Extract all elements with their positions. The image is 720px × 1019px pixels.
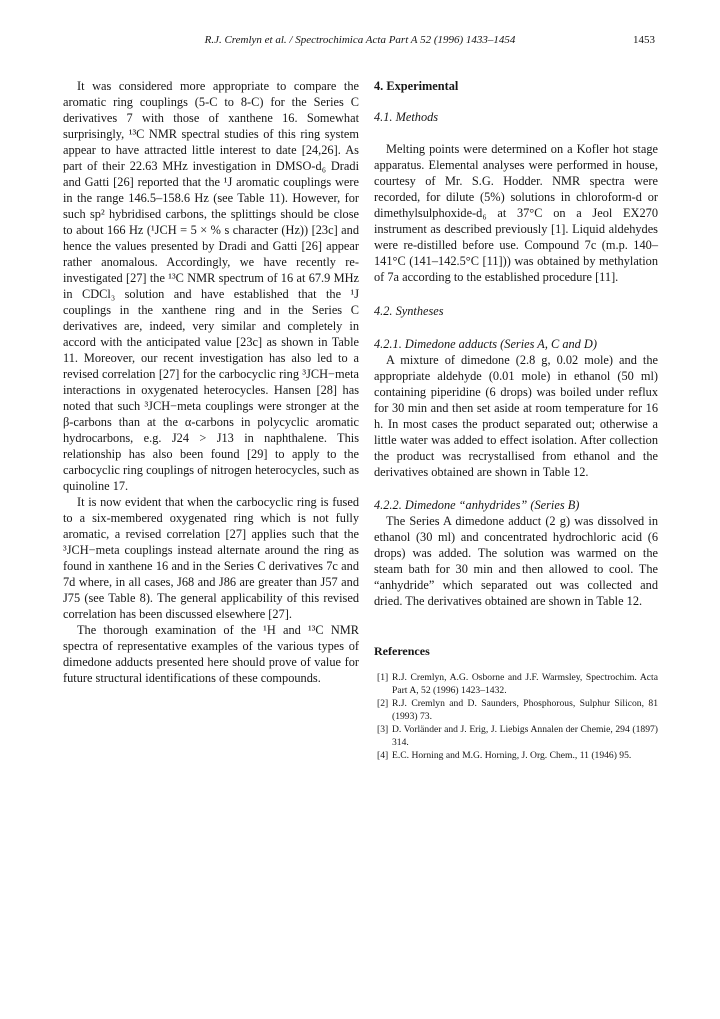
reference-number: [1] [377,672,389,683]
reference-number: [3] [377,724,389,735]
reference-text: D. Vorländer and J. Erig, J. Liebigs Annalen der Chemie, 294 (1897) 314. [392,724,658,748]
dimedone-adducts-paragraph: A mixture of dimedone (2.8 g, 0.02 mole) and the appropriate aldehyde (0.01 mole) in ethanol (50 ml) containing piperidine (6 drops) was boiled under reflux for 30 min and then set aside at room temperature for 16 h. In most cases the product separated out; otherwise a little water was added to effect isolation. After collection the product was recrystallised from ethanol and the derivatives obtained are shown in Table 12. [374,353,658,479]
running-head-title: R.J. Cremlyn et al. / Spectrochimica Acta Part A 52 (1996) 1433–1454 [204,34,516,46]
body-paragraph-3: The thorough examination of the ¹H and ¹³C NMR spectra of representative examples of the various types of dimedone adducts presented here should prove of value for future structural identifications of these compounds. [63,623,359,685]
references-heading: References [374,644,430,658]
dimedone-anhydrides-paragraph: The Series A dimedone adduct (2 g) was dissolved in ethanol (30 ml) and concentrated hydrochloric acid (6 drops) was added. The solution was warmed on the steam bath for 30 min and then allowed to cool. The “anhydride” which separated out was collected and dried. The derivatives obtained are shown in Table 12. [374,514,658,608]
reference-item [374,697,658,723]
reference-item [374,723,658,749]
reference-text: R.J. Cremlyn and D. Saunders, Phosphorous, Sulphur Silicon, 81 (1993) 73. [392,698,658,722]
reference-text: E.C. Horning and M.G. Horning, J. Org. Chem., 11 (1946) 95. [392,750,632,761]
reference-item [374,671,658,697]
body-paragraph-1: It was considered more appropriate to compare the aromatic ring couplings (5-C to 8-C) for the Series C derivatives 7 with those of xanthene 16. Somewhat surprisingly, ¹³C NMR spectral studies of this ring system appear to have attracted little interest to date [24,26]. As part of their 22.63 MHz investigation in DMSO-d₆ Dradi and Gatti [26] reported that the ¹J aromatic couplings were in the range 146.5–158.6 Hz (see Table 11). However, for such sp² hybridised carbons, the splittings should be close to about 166 Hz (¹JCH = 5 × % s character (Hz)) [23c] and hence the values presented by Dradi and Gatti [26] appear rather anomalous. Accordingly, we have recently re-investigated [27] the ¹³C NMR spectrum of 16 at 67.9 MHz in CDCl₃ solution and have established that the ¹J couplings in the xanthene ring and in the Series C derivatives are, indeed, very similar and completely in accord with the anticipated value [23c] as shown in Table 11. Moreover, our recent investigation has also led to a revised correlation [27] for the carbocyclic ring ³JCH−meta interactions in oxygenated heterocycles. Hansen [28] has noted that such ³JCH−meta couplings were stronger at the β-carbons than at the α-carbons in polycyclic aromatic hydrocarbons, e.g. J24 > J13 in naphthalene. This relationship has also been found [29] to apply to the carbocyclic ring couplings of nitrogen heterocycles, such as quinoline 17. [63,79,359,493]
page-number: 1453 [633,34,655,46]
methods-paragraph: Melting points were determined on a Kofler hot stage apparatus. Elemental analyses were performed in house, courtesy of Mr. S.G. Hodder. NMR spectra were recorded, for dilute (5%) solutions in chloroform-d or dimethylsulphoxide-d₆ at 37°C on a Jeol EX270 instrument as described previously [1]. Liquid aldehydes were re-distilled before use. Compound 7c (m.p. 140–141°C (141–142.5°C [11])) was obtained by methylation of 7a according to the established procedure [11]. [374,142,658,284]
reference-list [374,671,658,762]
reference-item [374,749,658,762]
right-column [374,78,658,762]
reference-text: R.J. Cremlyn, A.G. Osborne and J.F. Warmsley, Spectrochim. Acta Part A, 52 (1996) 1423–1432. [392,672,658,696]
section-heading-experimental: 4. Experimental [374,79,459,93]
running-header [0,34,720,54]
reference-number: [4] [377,750,389,761]
subsubsection-heading-dimedone-anhydrides: 4.2.2. Dimedone “anhydrides” (Series B) [374,498,580,512]
reference-number: [2] [377,698,389,709]
left-column [63,78,359,686]
subsection-heading-syntheses: 4.2. Syntheses [374,304,444,318]
subsubsection-heading-dimedone-adducts: 4.2.1. Dimedone adducts (Series A, C and D) [374,337,597,351]
subsection-heading-methods: 4.1. Methods [374,110,439,124]
body-paragraph-2: It is now evident that when the carbocyclic ring is fused to a six-membered oxygenated ring which is not fully aromatic, a revised correlation [27] applies such that the ³JCH−meta couplings instead alternate around the ring as found in xanthene 16 and in the Series C derivatives 7c and 7d where, in all cases, J68 and J86 are greater than J57 and J75 (see Table 8). The general applicability of this revised correlation has been discussed elsewhere [27]. [63,495,359,621]
